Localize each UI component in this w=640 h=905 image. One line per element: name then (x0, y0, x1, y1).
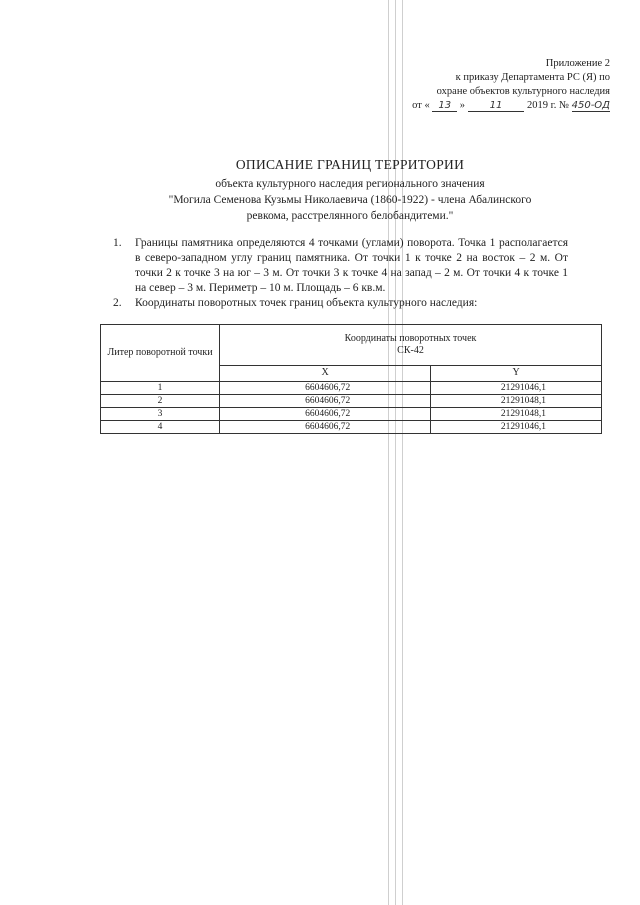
appendix-header (380, 57, 610, 113)
coords-header-line-2: СК-42 (397, 344, 424, 356)
table-row (101, 382, 602, 395)
appendix-line-2: к приказу Департамента РС (Я) по (455, 72, 610, 83)
coords-header (220, 325, 602, 366)
coords-header-line-1: Координаты поворотных точек (344, 332, 477, 344)
date-prefix: от « (412, 100, 430, 111)
coordinates-table (100, 324, 602, 434)
date-year: 2019 г. № (526, 100, 569, 111)
subtitle-line-3: ревкома, расстрелянного белобандитеми." (246, 210, 454, 222)
appendix-line-3: охране объектов культурного наследия (436, 86, 610, 97)
list-item (113, 296, 568, 311)
list-item-number: 2. (113, 297, 122, 309)
x-cell: 6604606,72 (220, 408, 431, 421)
date-month: 11 (468, 100, 525, 112)
scan-artifact-line (388, 0, 389, 905)
x-cell: 6604606,72 (220, 382, 431, 395)
scan-artifact-line (402, 0, 403, 905)
point-cell: 4 (101, 421, 220, 434)
point-letter-header: Литер поворотной точки (101, 325, 220, 382)
subtitle-line-1: объекта культурного наследия регионального значения (215, 178, 485, 190)
point-cell: 3 (101, 408, 220, 421)
subtitle-line-2: "Могила Семенова Кузьмы Николаевича (1860-1922) - члена Абалинского (168, 194, 532, 206)
document-title: ОПИСАНИЕ ГРАНИЦ ТЕРРИТОРИИ (235, 157, 465, 172)
y-cell: 21291048,1 (431, 395, 602, 408)
date-quote: » (459, 100, 465, 111)
table-row (101, 395, 602, 408)
y-cell: 21291046,1 (431, 421, 602, 434)
y-header: Y (431, 365, 602, 381)
y-cell: 21291048,1 (431, 408, 602, 421)
appendix-date-line (380, 99, 610, 113)
description-list (113, 236, 568, 311)
x-header: X (220, 365, 431, 381)
title-block (130, 157, 570, 224)
x-cell: 6604606,72 (220, 421, 431, 434)
point-cell: 2 (101, 395, 220, 408)
scan-artifact-line (395, 0, 396, 905)
list-item-text: Границы памятника определяются 4 точками (углами) поворота. Точка 1 располагается в северо-западном углу границ памятника. От точки 1 к точке 2 на восток – 2 м. От точки 2 к точке 3 на юг – 3 м. От точки 3 к точке 4 на запад – 2 м. От точки 4 к точке 1 на север – 3 м. Периметр – 10 м. Площадь – 6 кв.м. (135, 237, 568, 294)
date-day: 13 (432, 100, 457, 112)
table-row (101, 421, 602, 434)
list-item-text: Координаты поворотных точек границ объекта культурного наследия: (135, 297, 478, 309)
list-item-number: 1. (113, 237, 122, 249)
table-row (101, 408, 602, 421)
x-cell: 6604606,72 (220, 395, 431, 408)
y-cell: 21291046,1 (431, 382, 602, 395)
order-number: 450-ОД (571, 100, 610, 111)
list-item (113, 236, 568, 296)
point-cell: 1 (101, 382, 220, 395)
appendix-line-1: Приложение 2 (545, 58, 610, 69)
